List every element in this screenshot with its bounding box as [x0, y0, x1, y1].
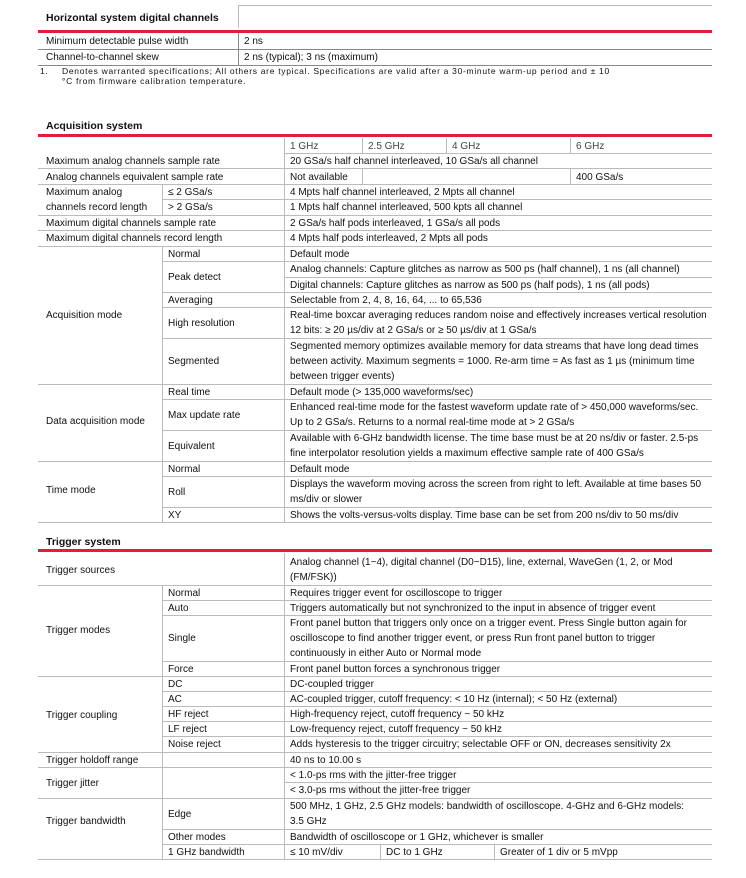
row-value: Greater of 1 div or 5 mVpp — [500, 847, 618, 858]
row-label: channels record length — [46, 202, 148, 213]
divider — [162, 261, 712, 262]
row-value: Real-time boxcar averaging reduces random noise and effectively increases vertical resolution — [290, 310, 707, 321]
row-value: Front panel button forces a synchronous trigger — [290, 664, 501, 675]
row-value: Enhanced real-time mode for the fastest waveform update rate of > 450,000 waveforms/sec. — [290, 402, 699, 413]
divider — [162, 338, 712, 339]
divider — [162, 721, 712, 722]
section-rule — [38, 549, 712, 552]
divider — [162, 829, 712, 830]
row-value: Selectable from 2, 4, 8, 16, 64, ... to 65,536 — [290, 295, 482, 306]
row-sublabel: Normal — [168, 588, 201, 599]
row-value: between trigger events) — [290, 371, 395, 382]
row-value: ms/div or slower — [290, 494, 363, 505]
footnote-text: °C from firmware calibration temperature. — [62, 76, 247, 86]
divider — [38, 215, 712, 216]
row-value: Displays the waveform moving across the screen from right to left. Available at time bases 50 — [290, 479, 702, 490]
row-value: Bandwidth of oscilloscope or 1 GHz, whichever is smaller — [290, 832, 544, 843]
row-value: DC-coupled trigger — [290, 679, 374, 690]
row-sublabel: Force — [168, 664, 194, 675]
row-value: Available with 6-GHz bandwidth license. The time base must be at 20 ns/div or faster. 2.5-ps — [290, 433, 699, 444]
divider — [362, 168, 363, 184]
column-header: 1 GHz — [290, 141, 319, 152]
row-value: High-frequency reject, cutoff frequency ~ 50 kHz — [290, 709, 505, 720]
row-sublabel: Normal — [168, 464, 201, 475]
divider — [38, 752, 712, 753]
divider — [284, 153, 712, 154]
row-sublabel: Single — [168, 633, 196, 644]
row-value: between activity. Maximum segments = 1000. Re-arm time = As fast as 1 µs (minimum time — [290, 356, 695, 367]
row-sublabel: LF reject — [168, 724, 207, 735]
row-value: Triggers automatically but not synchronized to the input in absence of trigger event — [290, 603, 656, 614]
row-value: Default mode — [290, 249, 350, 260]
row-label: Analog channels equivalent sample rate — [46, 172, 224, 183]
row-sublabel: Peak detect — [168, 272, 221, 283]
row-sublabel: Real time — [168, 387, 211, 398]
trigger-title: Trigger system — [46, 536, 121, 548]
divider — [38, 384, 712, 385]
row-value: Up to 2 GSa/s. Returns to a normal real-time mode at > 2 GSa/s — [290, 417, 575, 428]
column-header: 4 GHz — [452, 141, 481, 152]
row-value: Not available — [290, 172, 348, 183]
divider — [38, 767, 712, 768]
row-value: Front panel button that triggers only once on a trigger event. Press Single button again for — [290, 618, 687, 629]
divider — [162, 399, 712, 400]
row-value: < 1.0-ps rms with the jitter-free trigger — [290, 770, 457, 781]
row-value: Requires trigger event for oscilloscope to trigger — [290, 588, 503, 599]
row-value: 12 bits: ≥ 20 µs/div at 2 GSa/s or ≥ 50 µs/div at 1 GSa/s — [290, 325, 537, 336]
group-label: Time mode — [46, 485, 96, 496]
group-label: Acquisition mode — [46, 310, 123, 321]
row-sublabel: Roll — [168, 487, 186, 498]
divider — [284, 277, 712, 278]
divider — [284, 782, 712, 783]
divider — [570, 168, 571, 184]
divider — [162, 661, 712, 662]
divider — [162, 615, 712, 616]
divider — [162, 706, 712, 707]
row-value: 2 ns (typical); 3 ns (maximum) — [244, 52, 378, 63]
divider — [38, 461, 712, 462]
row-value: 2 GSa/s half pods interleaved, 1 GSa/s all pods — [290, 218, 501, 229]
group-label: Trigger coupling — [46, 710, 118, 721]
divider — [162, 307, 712, 308]
column-header: 2.5 GHz — [368, 141, 405, 152]
row-sublabel: > 2 GSa/s — [168, 202, 213, 213]
row-value: 1 Mpts half channel interleaved, 500 kpts all channel — [290, 202, 523, 213]
row-value: fine interpolator resolution yields a maximum effective sample rate of 400 GSa/s — [290, 448, 644, 459]
divider — [362, 138, 363, 154]
row-value: (FM/FSK)) — [290, 572, 337, 583]
divider — [162, 507, 712, 508]
divider — [570, 138, 571, 154]
divider — [38, 184, 712, 185]
divider — [38, 246, 712, 247]
divider — [162, 476, 712, 477]
row-value: Default mode (> 135,000 waveforms/sec) — [290, 387, 474, 398]
row-label: Maximum digital channels record length — [46, 233, 223, 244]
row-value: Low-frequency reject, cutoff frequency ~ 50 kHz — [290, 724, 502, 735]
row-value: ≤ 10 mV/div — [290, 847, 343, 858]
divider — [38, 798, 712, 799]
divider — [162, 844, 712, 845]
divider — [162, 691, 712, 692]
row-label: Trigger holdoff range — [46, 755, 139, 766]
divider — [38, 859, 712, 860]
section-rule — [38, 134, 712, 137]
row-value: 4 Mpts half channel interleaved, 2 Mpts all channel — [290, 187, 515, 198]
divider — [162, 292, 712, 293]
horizontal-section — [0, 0, 746, 110]
row-sublabel: AC — [168, 694, 182, 705]
row-value: Analog channel (1~4), digital channel (D0~D15), line, external, WaveGen (1, 2, or Mod — [290, 557, 673, 568]
row-sublabel: HF reject — [168, 709, 209, 720]
footnote-text: Denotes warranted specifications; All others are typical. Specifications are valid after a 30-minute warm-up period and ± 10 — [62, 66, 610, 76]
group-label: Trigger modes — [46, 625, 111, 636]
divider — [162, 585, 163, 859]
row-value: AC-coupled trigger, cutoff frequency: < 10 Hz (internal); < 50 Hz (external) — [290, 694, 618, 705]
row-value: DC to 1 GHz — [386, 847, 443, 858]
row-value: Digital channels: Capture glitches as narrow as 500 ps (half pods), 1 ns (all pods) — [290, 280, 650, 291]
row-sublabel: Max update rate — [168, 410, 241, 421]
divider — [162, 184, 163, 215]
row-sublabel: XY — [168, 510, 182, 521]
row-sublabel: Edge — [168, 809, 192, 820]
divider — [162, 246, 163, 522]
row-label: Maximum analog — [46, 187, 123, 198]
divider — [494, 844, 495, 859]
row-value: continuously in either Auto or Normal mode — [290, 648, 482, 659]
row-sublabel: Normal — [168, 249, 201, 260]
divider — [284, 553, 285, 859]
row-value: < 3.0-ps rms without the jitter-free trigger — [290, 785, 471, 796]
row-sublabel: Noise reject — [168, 739, 221, 750]
footnote-number: 1. — [40, 66, 49, 76]
group-label: Data acquisition mode — [46, 416, 145, 427]
row-label: Maximum analog channels sample rate — [46, 156, 220, 167]
divider — [38, 676, 712, 677]
row-value: 500 MHz, 1 GHz, 2.5 GHz models: bandwidth of oscilloscope. 4-GHz and 6-GHz models: — [290, 801, 685, 812]
row-sublabel: DC — [168, 679, 183, 690]
row-value: 40 ns to 10.00 s — [290, 755, 362, 766]
divider — [162, 430, 712, 431]
divider — [162, 199, 712, 200]
row-label: Maximum digital channels sample rate — [46, 218, 217, 229]
divider — [284, 138, 285, 522]
divider — [162, 600, 712, 601]
divider — [238, 5, 239, 28]
row-label: Trigger jitter — [46, 778, 99, 789]
row-value: oscilloscope to find another trigger event, or press Run front panel button to trigger — [290, 633, 656, 644]
row-sublabel: Averaging — [168, 295, 213, 306]
row-value: 20 GSa/s half channel interleaved, 10 GSa/s all channel — [290, 156, 538, 167]
row-label: Trigger sources — [46, 565, 116, 576]
row-sublabel: Equivalent — [168, 441, 215, 452]
group-label: Trigger bandwidth — [46, 816, 126, 827]
row-sublabel: High resolution — [168, 318, 235, 329]
divider — [38, 49, 712, 50]
row-value: Shows the volts-versus-volts display. Time base can be set from 200 ns/div to 50 ms/div — [290, 510, 679, 521]
divider — [238, 5, 712, 6]
row-value: Default mode — [290, 464, 350, 475]
divider — [38, 585, 712, 586]
column-header: 6 GHz — [576, 141, 605, 152]
row-value: 4 Mpts half pods interleaved, 2 Mpts all pods — [290, 233, 488, 244]
divider — [446, 138, 447, 154]
row-value: Analog channels: Capture glitches as narrow as 500 ps (half channel), 1 ns (all channel) — [290, 264, 680, 275]
row-label: Channel-to-channel skew — [46, 52, 159, 63]
divider — [38, 168, 712, 169]
divider — [380, 844, 381, 859]
row-sublabel: ≤ 2 GSa/s — [168, 187, 213, 198]
row-value: 3.5 GHz — [290, 816, 327, 827]
acquisition-title: Acquisition system — [46, 120, 143, 132]
row-value: Adds hysteresis to the trigger circuitry; selectable OFF or ON, decreases sensitivity 2x — [290, 739, 671, 750]
divider — [162, 736, 712, 737]
row-sublabel: Other modes — [168, 832, 226, 843]
row-sublabel: 1 GHz bandwidth — [168, 847, 245, 858]
row-value: 2 ns — [244, 36, 263, 47]
row-label: Minimum detectable pulse width — [46, 36, 189, 47]
row-value: 400 GSa/s — [576, 172, 624, 183]
divider — [38, 230, 712, 231]
divider — [38, 522, 712, 523]
row-value: Segmented memory optimizes available memory for data streams that have long dead times — [290, 341, 699, 352]
section-rule — [38, 30, 712, 33]
divider — [238, 33, 239, 65]
horizontal-title: Horizontal system digital channels — [46, 12, 219, 24]
row-sublabel: Segmented — [168, 356, 220, 367]
row-sublabel: Auto — [168, 603, 189, 614]
